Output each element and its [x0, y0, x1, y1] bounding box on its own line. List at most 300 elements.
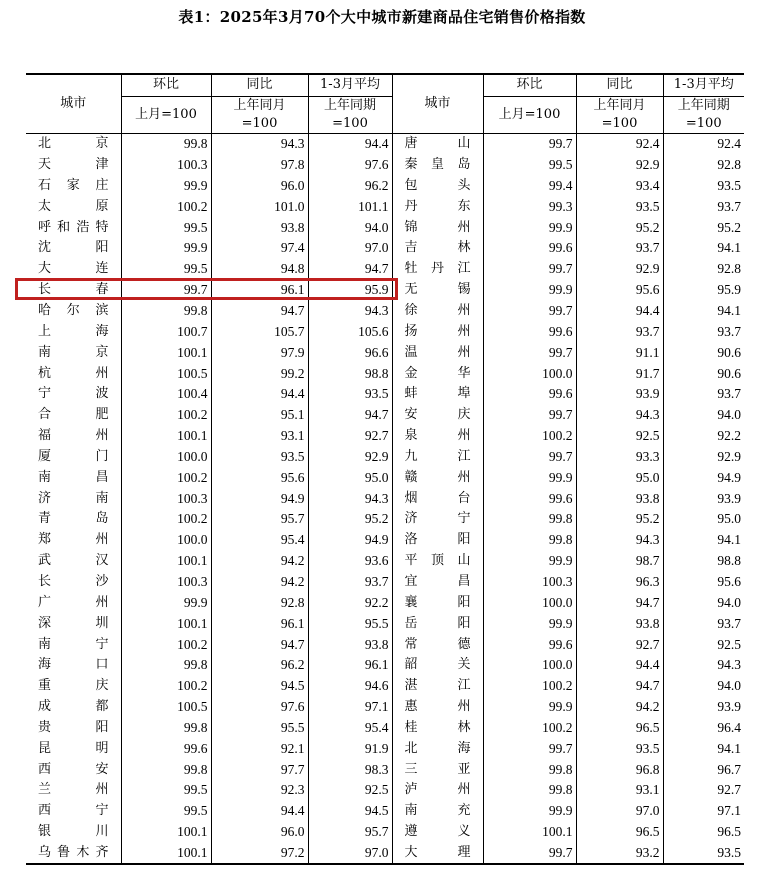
yoy-index: 92.9 — [576, 155, 663, 176]
mom-index: 100.5 — [121, 363, 211, 384]
avg-index: 96.7 — [717, 761, 741, 777]
yoy-index: 93.8 — [576, 613, 663, 634]
avg-index: 94.9 — [717, 469, 741, 485]
table-row — [26, 217, 744, 238]
avg-index: 95.9 — [308, 280, 392, 301]
avg-index: 94.0 — [308, 217, 392, 238]
city-name: 长春 — [26, 280, 121, 301]
city-name: 郑州 — [26, 530, 121, 551]
yoy-index: 97.7 — [211, 759, 308, 780]
yoy-index: 96.2 — [211, 655, 308, 676]
mom-index: 99.8 — [483, 780, 576, 801]
avg-index: 96.1 — [308, 655, 392, 676]
table-row — [26, 572, 744, 593]
mom-index: 99.4 — [483, 176, 576, 197]
yoy-index: 94.7 — [211, 634, 308, 655]
header-avg-left: 1-3月平均 — [308, 74, 392, 96]
header-yoy-base-left: 上年同月=100 — [211, 96, 308, 133]
city-name: 金华 — [392, 363, 483, 384]
avg-index: 97.1 — [308, 697, 392, 718]
mom-index: 99.9 — [121, 592, 211, 613]
avg-index: 91.9 — [308, 738, 392, 759]
avg-index: 92.2 — [717, 428, 741, 444]
city-name: 遵义 — [392, 822, 483, 843]
avg-index: 94.3 — [308, 488, 392, 509]
mom-index: 99.5 — [121, 780, 211, 801]
mom-index: 99.5 — [121, 801, 211, 822]
avg-index: 93.5 — [663, 843, 744, 865]
mom-index: 99.3 — [483, 196, 576, 217]
table-row — [26, 238, 744, 259]
avg-index: 93.7 — [717, 198, 741, 214]
mom-index: 100.2 — [121, 509, 211, 530]
mom-index: 100.2 — [121, 676, 211, 697]
city-name: 济南 — [26, 488, 121, 509]
avg-index: 92.9 — [308, 447, 392, 468]
mom-index: 99.7 — [483, 843, 576, 865]
city-name: 北海 — [392, 738, 483, 759]
yoy-index: 93.7 — [576, 238, 663, 259]
avg-index: 92.2 — [308, 592, 392, 613]
avg-index: 94.7 — [308, 405, 392, 426]
mom-index: 99.8 — [121, 655, 211, 676]
city-name: 大理 — [392, 843, 483, 865]
yoy-index: 94.7 — [576, 676, 663, 697]
yoy-index: 95.0 — [576, 467, 663, 488]
mom-index: 99.9 — [121, 176, 211, 197]
yoy-index: 97.9 — [211, 342, 308, 363]
city-name: 牡丹江 — [392, 259, 483, 280]
city-name: 南京 — [26, 342, 121, 363]
header-yoy-base-right: 上年同月=100 — [576, 96, 663, 133]
yoy-index: 97.4 — [211, 238, 308, 259]
avg-index: 93.8 — [308, 634, 392, 655]
avg-index: 95.2 — [717, 219, 741, 235]
mom-index: 99.9 — [483, 697, 576, 718]
mom-index: 99.7 — [121, 280, 211, 301]
mom-index: 99.9 — [483, 613, 576, 634]
city-name: 银川 — [26, 822, 121, 843]
avg-index: 98.3 — [308, 759, 392, 780]
city-name: 扬州 — [392, 321, 483, 342]
header-avg-base-right: 上年同期=100 — [663, 96, 744, 133]
mom-index: 99.9 — [483, 801, 576, 822]
yoy-index: 93.5 — [576, 738, 663, 759]
header-row-2 — [26, 96, 744, 133]
table-body — [26, 133, 744, 864]
avg-index: 92.4 — [717, 136, 741, 152]
mom-index: 99.7 — [483, 447, 576, 468]
mom-index: 100.0 — [121, 530, 211, 551]
header-avg-right: 1-3月平均 — [663, 74, 744, 96]
table-row — [26, 405, 744, 426]
city-name: 广州 — [26, 592, 121, 613]
mom-index: 100.1 — [121, 342, 211, 363]
yoy-index: 95.2 — [576, 217, 663, 238]
table-row — [26, 467, 744, 488]
yoy-index: 92.4 — [576, 133, 663, 154]
table-row — [26, 426, 744, 447]
avg-index: 96.2 — [308, 176, 392, 197]
table-row — [26, 176, 744, 197]
avg-index: 92.8 — [717, 261, 741, 277]
header-avg-base-left: 上年同期=100 — [308, 96, 392, 133]
yoy-index: 94.9 — [211, 488, 308, 509]
mom-index: 100.3 — [121, 155, 211, 176]
mom-index: 99.7 — [483, 259, 576, 280]
table-row — [26, 717, 744, 738]
mom-index: 99.9 — [483, 551, 576, 572]
avg-index: 95.9 — [717, 282, 741, 298]
mom-index: 99.8 — [121, 133, 211, 154]
city-name: 宜昌 — [392, 572, 483, 593]
avg-index: 92.9 — [717, 448, 741, 464]
mom-index: 99.6 — [483, 384, 576, 405]
header-mom-base-left: 上月=100 — [121, 96, 211, 133]
yoy-index: 93.4 — [576, 176, 663, 197]
table-row — [26, 738, 744, 759]
city-name: 武汉 — [26, 551, 121, 572]
header-yoy-right: 同比 — [576, 74, 663, 96]
avg-index: 93.7 — [308, 572, 392, 593]
city-name: 平顶山 — [392, 551, 483, 572]
mom-index: 99.6 — [483, 321, 576, 342]
yoy-index: 97.2 — [211, 843, 308, 865]
avg-index: 90.6 — [717, 365, 741, 381]
mom-index: 99.5 — [483, 155, 576, 176]
yoy-index: 95.1 — [211, 405, 308, 426]
table-row — [26, 321, 744, 342]
yoy-index: 98.7 — [576, 551, 663, 572]
avg-index: 97.1 — [717, 803, 741, 819]
yoy-index: 94.4 — [576, 301, 663, 322]
city-name: 三亚 — [392, 759, 483, 780]
city-name: 北京 — [26, 133, 121, 154]
mom-index: 99.8 — [483, 509, 576, 530]
avg-index: 95.4 — [308, 717, 392, 738]
yoy-index: 94.7 — [576, 592, 663, 613]
avg-index: 95.0 — [717, 511, 741, 527]
avg-index: 94.9 — [308, 530, 392, 551]
mom-index: 100.2 — [483, 426, 576, 447]
yoy-index: 94.4 — [576, 655, 663, 676]
table-row — [26, 133, 744, 154]
city-name: 大连 — [26, 259, 121, 280]
header-mom-base-right: 上月=100 — [483, 96, 576, 133]
mom-index: 99.9 — [483, 467, 576, 488]
city-name: 湛江 — [392, 676, 483, 697]
city-name: 厦门 — [26, 447, 121, 468]
avg-index: 94.5 — [308, 801, 392, 822]
avg-index: 92.7 — [308, 426, 392, 447]
mom-index: 99.7 — [483, 405, 576, 426]
avg-index: 94.6 — [308, 676, 392, 697]
avg-index: 94.1 — [717, 532, 741, 548]
table-row — [26, 843, 744, 865]
avg-index: 96.4 — [717, 719, 741, 735]
mom-index: 100.1 — [121, 613, 211, 634]
mom-index: 100.0 — [121, 447, 211, 468]
city-name: 丹东 — [392, 196, 483, 217]
yoy-index: 93.5 — [576, 196, 663, 217]
city-name: 重庆 — [26, 676, 121, 697]
city-name: 呼和浩特 — [26, 217, 121, 238]
avg-index: 93.7 — [717, 615, 741, 631]
header-yoy-left: 同比 — [211, 74, 308, 96]
city-name: 常德 — [392, 634, 483, 655]
avg-index: 98.8 — [717, 553, 741, 569]
city-name: 惠州 — [392, 697, 483, 718]
avg-index: 94.3 — [308, 301, 392, 322]
avg-index: 95.7 — [308, 822, 392, 843]
yoy-index: 92.3 — [211, 780, 308, 801]
mom-index: 100.1 — [121, 426, 211, 447]
yoy-index: 95.2 — [576, 509, 663, 530]
mom-index: 99.9 — [121, 238, 211, 259]
mom-index: 100.1 — [121, 822, 211, 843]
yoy-index: 93.1 — [211, 426, 308, 447]
table-row — [26, 363, 744, 384]
yoy-index: 91.1 — [576, 342, 663, 363]
mom-index: 100.2 — [483, 717, 576, 738]
city-name: 徐州 — [392, 301, 483, 322]
mom-index: 99.9 — [483, 217, 576, 238]
table-row — [26, 384, 744, 405]
mom-index: 100.2 — [121, 467, 211, 488]
yoy-index: 95.6 — [211, 467, 308, 488]
avg-index: 92.8 — [717, 157, 741, 173]
yoy-index: 96.1 — [211, 613, 308, 634]
yoy-index: 99.2 — [211, 363, 308, 384]
table-row — [26, 697, 744, 718]
mom-index: 100.4 — [121, 384, 211, 405]
yoy-index: 94.4 — [211, 801, 308, 822]
yoy-index: 96.1 — [211, 280, 308, 301]
table-row — [26, 780, 744, 801]
yoy-index: 93.8 — [211, 217, 308, 238]
mom-index: 100.2 — [121, 196, 211, 217]
yoy-index: 94.2 — [576, 697, 663, 718]
mom-index: 99.9 — [483, 280, 576, 301]
avg-index: 95.0 — [308, 467, 392, 488]
yoy-index: 93.8 — [576, 488, 663, 509]
yoy-index: 96.0 — [211, 822, 308, 843]
city-name: 烟台 — [392, 488, 483, 509]
city-name: 哈尔滨 — [26, 301, 121, 322]
city-name: 宁波 — [26, 384, 121, 405]
avg-index: 94.3 — [717, 657, 741, 673]
yoy-index: 95.7 — [211, 509, 308, 530]
yoy-index: 92.9 — [576, 259, 663, 280]
mom-index: 100.5 — [121, 697, 211, 718]
city-name: 杭州 — [26, 363, 121, 384]
yoy-index: 96.5 — [576, 717, 663, 738]
table-row — [26, 676, 744, 697]
avg-index: 97.0 — [308, 843, 392, 865]
mom-index: 100.7 — [121, 321, 211, 342]
yoy-index: 94.7 — [211, 301, 308, 322]
table-row — [26, 155, 744, 176]
mom-index: 100.1 — [121, 551, 211, 572]
table-row — [26, 634, 744, 655]
table-row — [26, 447, 744, 468]
table-row — [26, 530, 744, 551]
mom-index: 99.8 — [483, 530, 576, 551]
mom-index: 100.2 — [121, 634, 211, 655]
avg-index: 92.5 — [308, 780, 392, 801]
avg-index: 94.0 — [717, 594, 741, 610]
mom-index: 100.1 — [121, 843, 211, 865]
avg-index: 96.5 — [717, 824, 741, 840]
avg-index: 94.1 — [717, 303, 741, 319]
mom-index: 100.3 — [121, 572, 211, 593]
mom-index: 99.6 — [483, 634, 576, 655]
yoy-index: 96.5 — [576, 822, 663, 843]
yoy-index: 93.9 — [576, 384, 663, 405]
mom-index: 100.3 — [483, 572, 576, 593]
avg-index: 95.6 — [717, 573, 741, 589]
city-name: 洛阳 — [392, 530, 483, 551]
city-name: 天津 — [26, 155, 121, 176]
avg-index: 94.1 — [717, 740, 741, 756]
city-name: 桂林 — [392, 717, 483, 738]
yoy-index: 94.4 — [211, 384, 308, 405]
yoy-index: 94.5 — [211, 676, 308, 697]
city-name: 福州 — [26, 426, 121, 447]
yoy-index: 95.4 — [211, 530, 308, 551]
yoy-index: 92.7 — [576, 634, 663, 655]
mom-index: 99.6 — [121, 738, 211, 759]
avg-index: 94.0 — [717, 678, 741, 694]
city-name: 包头 — [392, 176, 483, 197]
yoy-index: 93.5 — [211, 447, 308, 468]
yoy-index: 97.8 — [211, 155, 308, 176]
city-name: 温州 — [392, 342, 483, 363]
mom-index: 99.8 — [121, 717, 211, 738]
mom-index: 99.5 — [121, 259, 211, 280]
avg-index: 92.7 — [717, 782, 741, 798]
city-name: 韶关 — [392, 655, 483, 676]
table-row — [26, 509, 744, 530]
yoy-index: 94.8 — [211, 259, 308, 280]
table-row — [26, 551, 744, 572]
avg-index: 93.5 — [717, 177, 741, 193]
city-name: 唐山 — [392, 133, 483, 154]
avg-index: 97.6 — [308, 155, 392, 176]
city-name: 襄阳 — [392, 592, 483, 613]
header-city-right: 城市 — [392, 74, 483, 133]
table-row — [26, 342, 744, 363]
table-row — [26, 488, 744, 509]
city-name: 南昌 — [26, 467, 121, 488]
avg-index: 98.8 — [308, 363, 392, 384]
city-name: 贵阳 — [26, 717, 121, 738]
city-name: 锦州 — [392, 217, 483, 238]
table-title: 表1：2025年3月70个大中城市新建商品住宅销售价格指数 — [178, 8, 586, 26]
city-name: 沈阳 — [26, 238, 121, 259]
city-name: 泸州 — [392, 780, 483, 801]
city-name: 石家庄 — [26, 176, 121, 197]
yoy-index: 92.8 — [211, 592, 308, 613]
city-name: 成都 — [26, 697, 121, 718]
avg-index: 97.0 — [308, 238, 392, 259]
yoy-index: 95.5 — [211, 717, 308, 738]
mom-index: 99.7 — [483, 301, 576, 322]
city-name: 吉林 — [392, 238, 483, 259]
yoy-index: 95.6 — [576, 280, 663, 301]
avg-index: 93.7 — [717, 386, 741, 402]
city-name: 海口 — [26, 655, 121, 676]
city-name: 济宁 — [392, 509, 483, 530]
city-name: 青岛 — [26, 509, 121, 530]
city-name: 南充 — [392, 801, 483, 822]
yoy-index: 93.7 — [576, 321, 663, 342]
avg-index: 93.9 — [717, 490, 741, 506]
avg-index: 93.9 — [717, 699, 741, 715]
avg-index: 95.5 — [308, 613, 392, 634]
yoy-index: 92.5 — [576, 426, 663, 447]
table-row — [26, 259, 744, 280]
avg-index: 90.6 — [717, 344, 741, 360]
table-row — [26, 280, 744, 301]
header-city-left: 城市 — [26, 74, 121, 133]
mom-index: 100.2 — [483, 676, 576, 697]
yoy-index: 93.3 — [576, 447, 663, 468]
header-mom-left: 环比 — [121, 74, 211, 96]
mom-index: 99.7 — [483, 133, 576, 154]
city-name: 合肥 — [26, 405, 121, 426]
avg-index: 94.4 — [308, 133, 392, 154]
city-name: 深圳 — [26, 613, 121, 634]
city-name: 岳阳 — [392, 613, 483, 634]
yoy-index: 91.7 — [576, 363, 663, 384]
city-name: 南宁 — [26, 634, 121, 655]
table-row — [26, 301, 744, 322]
yoy-index: 92.1 — [211, 738, 308, 759]
yoy-index: 96.8 — [576, 759, 663, 780]
mom-index: 99.8 — [121, 759, 211, 780]
yoy-index: 96.3 — [576, 572, 663, 593]
mom-index: 100.0 — [483, 592, 576, 613]
mom-index: 100.1 — [483, 822, 576, 843]
city-name: 无锡 — [392, 280, 483, 301]
yoy-index: 97.6 — [211, 697, 308, 718]
city-name: 九江 — [392, 447, 483, 468]
mom-index: 100.3 — [121, 488, 211, 509]
yoy-index: 101.0 — [211, 196, 308, 217]
table-row — [26, 592, 744, 613]
avg-index: 92.5 — [717, 636, 741, 652]
yoy-index: 94.3 — [576, 530, 663, 551]
city-name: 秦皇岛 — [392, 155, 483, 176]
yoy-index: 94.2 — [211, 551, 308, 572]
mom-index: 99.8 — [121, 301, 211, 322]
mom-index: 99.6 — [483, 488, 576, 509]
city-name: 兰州 — [26, 780, 121, 801]
avg-index: 93.7 — [717, 323, 741, 339]
yoy-index: 93.2 — [576, 843, 663, 865]
header-mom-right: 环比 — [483, 74, 576, 96]
yoy-index: 94.2 — [211, 572, 308, 593]
mom-index: 100.0 — [483, 655, 576, 676]
mom-index: 99.7 — [483, 342, 576, 363]
table-row — [26, 822, 744, 843]
city-name: 昆明 — [26, 738, 121, 759]
avg-index: 94.1 — [717, 240, 741, 256]
mom-index: 100.2 — [121, 405, 211, 426]
yoy-index: 93.1 — [576, 780, 663, 801]
avg-index: 93.5 — [308, 384, 392, 405]
